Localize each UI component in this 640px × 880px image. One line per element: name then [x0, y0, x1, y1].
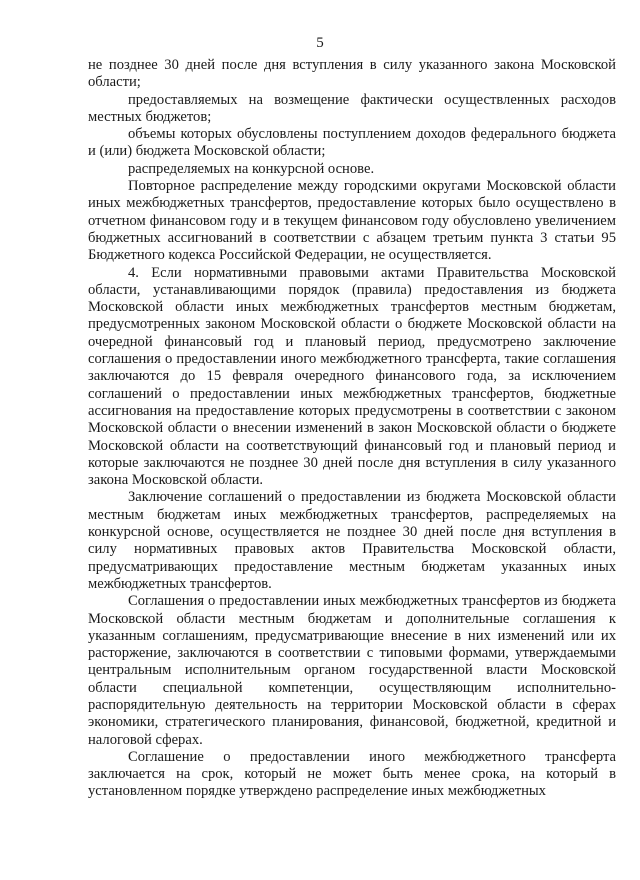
list-item-competitive: распределяемых на конкурсной основе. [128, 160, 375, 177]
paragraph-redistribution: Повторное распределение между городскими округами Московской области иных межбюджетных трансфертов, предоставление которых было осуществлено в отчетном финансовом году и в текущем финансовом году обусловлено увеличением бюджетных ассигнований в соответствии с абзацем третьим пункта 3 статьи 95 Бюджетного кодекса Российской Федерации, не осуществляется. [88, 178, 616, 264]
document-body [88, 57, 616, 801]
paragraph-continuation: не позднее 30 дней после дня вступления в силу указанного закона Московской области; [88, 57, 616, 91]
paragraph-standard-forms: Соглашения о предоставлении иных межбюджетных трансфертов из бюджета Московской области местным бюджетам и дополнительные соглашения к указанным соглашениям, предусматривающие внесение в них изменений или их расторжение, заключаются в соответствии с типовыми формами, утверждаемыми центральным исполнительным органом государственной власти Московской области специальной компетенции, осуществляющим исполнительно-распорядительную деятельность на территории Московской области в сферах экономики, стратегического планирования, финансовой, бюджетной, кредитной и налоговой сферах. [88, 593, 616, 748]
list-item-federal-revenue: объемы которых обусловлены поступлением доходов федерального бюджета и (или) бюджета Московской области; [88, 126, 616, 160]
page-number: 5 [316, 35, 324, 51]
paragraph-agreement-term: Соглашение о предоставлении иного межбюджетного трансферта заключается на срок, который не может быть менее срока, на который в установленном порядке утверждено распределение иных межбюджетных [88, 748, 616, 800]
paragraph-competitive-agreements: Заключение соглашений о предоставлении из бюджета Московской области местным бюджетам иных межбюджетных трансфертов, распределяемых на конкурсной основе, осуществляется не позднее 30 дней после дня вступления в силу нормативных правовых актов Правительства Московской области, предусматривающих предоставление местным бюджетам указанных иных межбюджетных трансфертов. [88, 489, 616, 592]
list-item-reimbursement: предоставляемых на возмещение фактически осуществленных расходов местных бюджетов; [88, 91, 616, 125]
paragraph-item-4: 4. Если нормативными правовыми актами Правительства Московской области, устанавливающими порядок (правила) предоставления из бюджета Московской области иных межбюджетных трансфертов местным бюджетам, предусмотренных законом Московской области о бюджете Московской области на очередной финансовый год и плановый период, предусмотрено заключение соглашения о предоставлении иного межбюджетного трансферта, такие соглашения заключаются до 15 февраля очередного финансового года, за исключением соглашений о предоставлении иных межбюджетных трансфертов, бюджетные ассигнования на предоставление которых предусмотрены в соответствии с законом Московской области о внесении изменений в закон Московской области о бюджете Московской области на соответствующий финансовый год и плановый период и которые заключаются не позднее 30 дней после дня вступления в силу указанного закона Московской области. [88, 264, 616, 489]
